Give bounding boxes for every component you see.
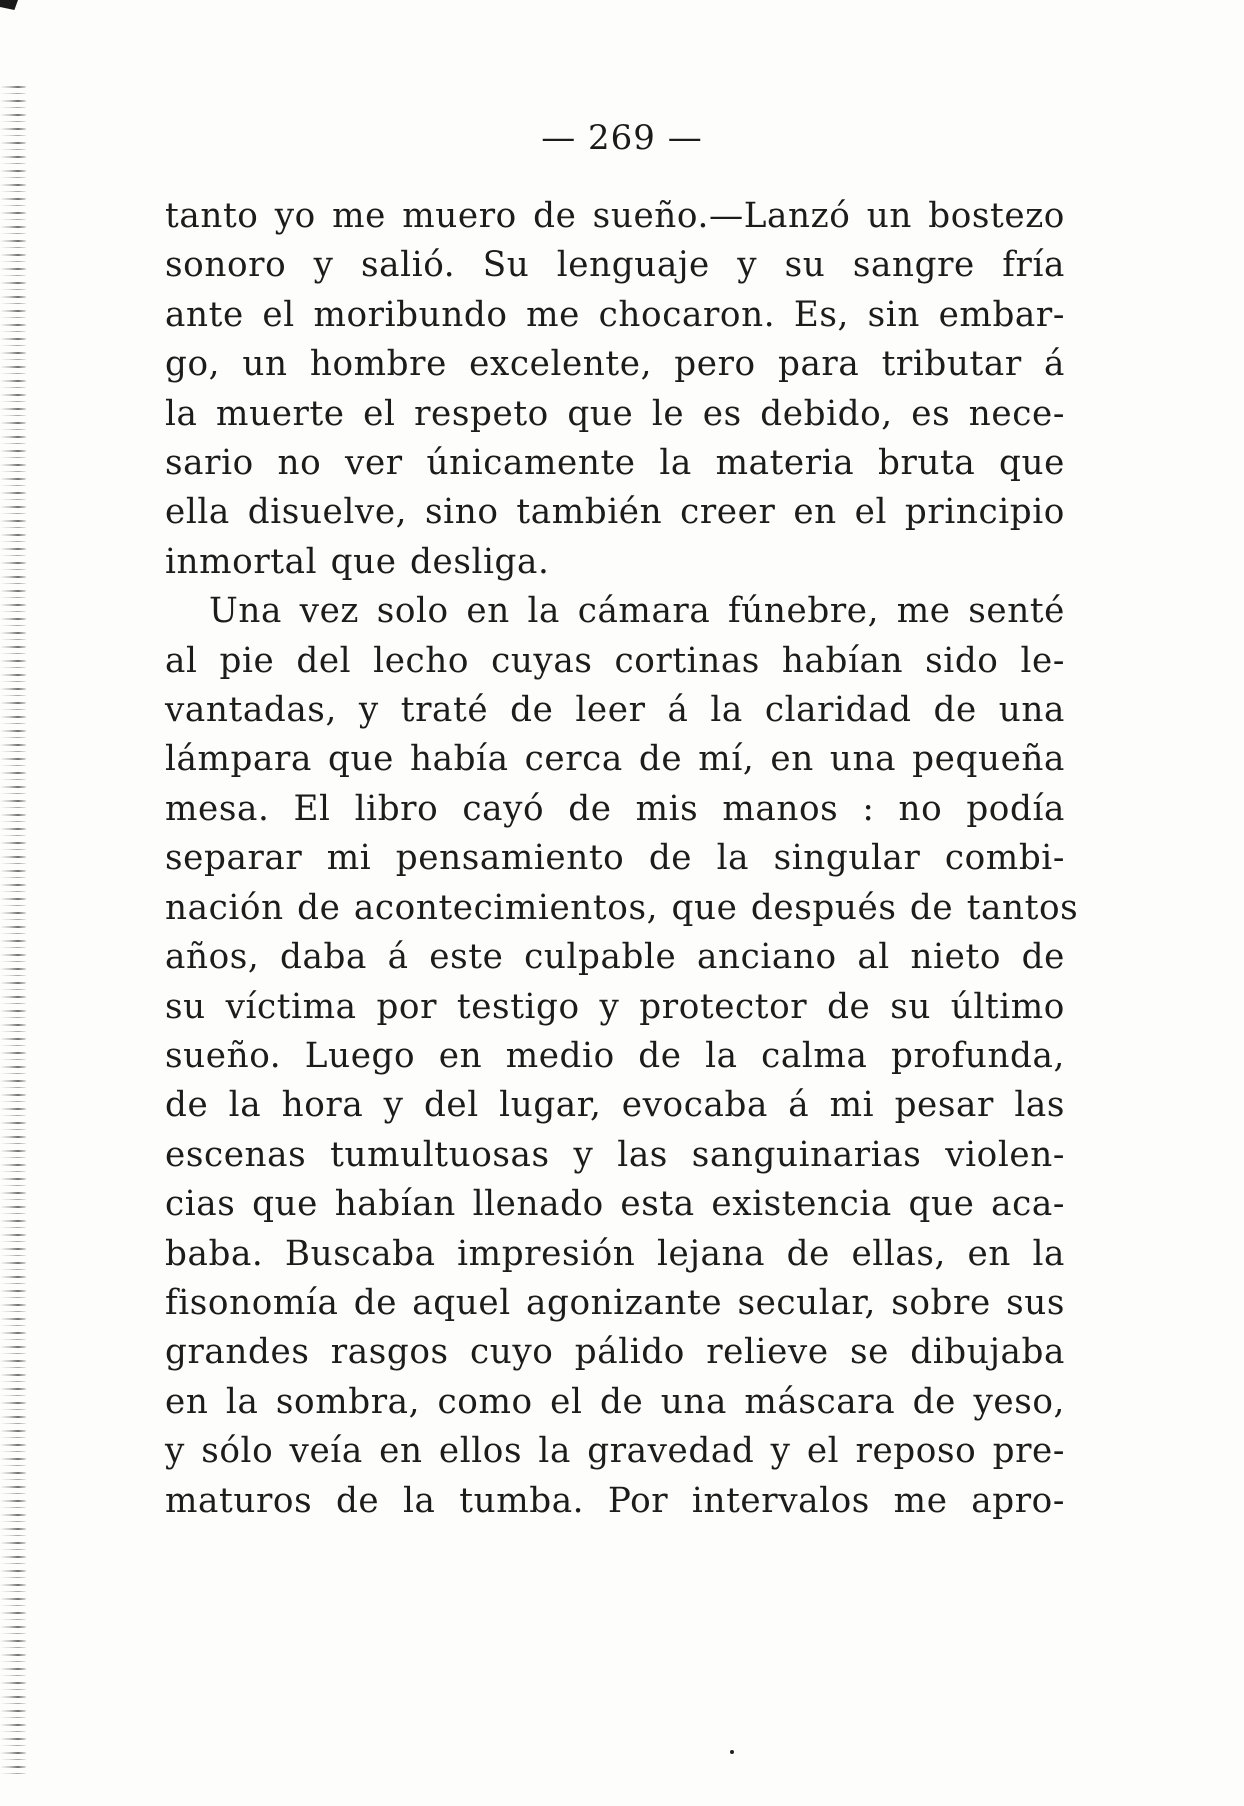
text-line: lámpara que había cerca de mí, en una pequeña [165, 739, 1065, 780]
text-line: go, un hombre excelente, pero para tributar á [165, 344, 1065, 385]
text-line: ella disuelve, sino también creer en el principio [165, 492, 1065, 533]
text-line: sario no ver únicamente la materia bruta que [165, 443, 1065, 484]
page-number: — 269 — [541, 118, 703, 158]
text-line: maturos de la tumba. Por intervalos me apro- [165, 1480, 1065, 1521]
text-line: la muerte el respeto que le es debido, es nece- [165, 393, 1065, 434]
text-line: años, daba á este culpable anciano al nieto de [165, 937, 1065, 978]
text-line: tanto yo me muero de sueño.—Lanzó un bostezo [165, 196, 1065, 236]
text-line: en la sombra, como el de una máscara de yeso, [165, 1381, 1065, 1422]
text-line: sonoro y salió. Su lenguaje y su sangre fría [165, 245, 1065, 286]
text-line: al pie del lecho cuyas cortinas habían sido le- [165, 640, 1065, 681]
text-line: separar mi pensamiento de la singular combi- [165, 838, 1065, 879]
text-line: fisonomía de aquel agonizante secular, sobre sus [165, 1282, 1065, 1323]
print-speck [730, 1750, 734, 1754]
body-text [165, 192, 1079, 1526]
binding-shadow [0, 80, 26, 1780]
text-line: sueño. Luego en medio de la calma profunda, [165, 1035, 1065, 1076]
text-line: ante el moribundo me chocaron. Es, sin embar- [165, 294, 1065, 335]
text-line: nación de acontecimientos, que después de tantos [165, 887, 1079, 928]
text-line: cias que habían llenado esta existencia que aca- [165, 1184, 1065, 1225]
text-line: su víctima por testigo y protector de su último [165, 986, 1065, 1027]
text-line: Una vez solo en la cámara fúnebre, me senté [209, 591, 1065, 632]
text-line: mesa. El libro cayó de mis manos : no podía [165, 788, 1065, 829]
text-line: escenas tumultuosas y las sanguinarias violen- [165, 1134, 1065, 1175]
text-line: inmortal que desliga. [165, 541, 550, 582]
text-line: grandes rasgos cuyo pálido relieve se dibujaba [165, 1332, 1065, 1373]
text-line: y sólo veía en ellos la gravedad y el reposo pre- [165, 1431, 1065, 1472]
text-line: vantadas, y traté de leer á la claridad de una [165, 690, 1065, 731]
text-line: baba. Buscaba impresión lejana de ellas, en la [165, 1233, 1065, 1274]
text-line: de la hora y del lugar, evocaba á mi pesar las [165, 1085, 1065, 1126]
scan-corner-mark [0, 0, 18, 10]
